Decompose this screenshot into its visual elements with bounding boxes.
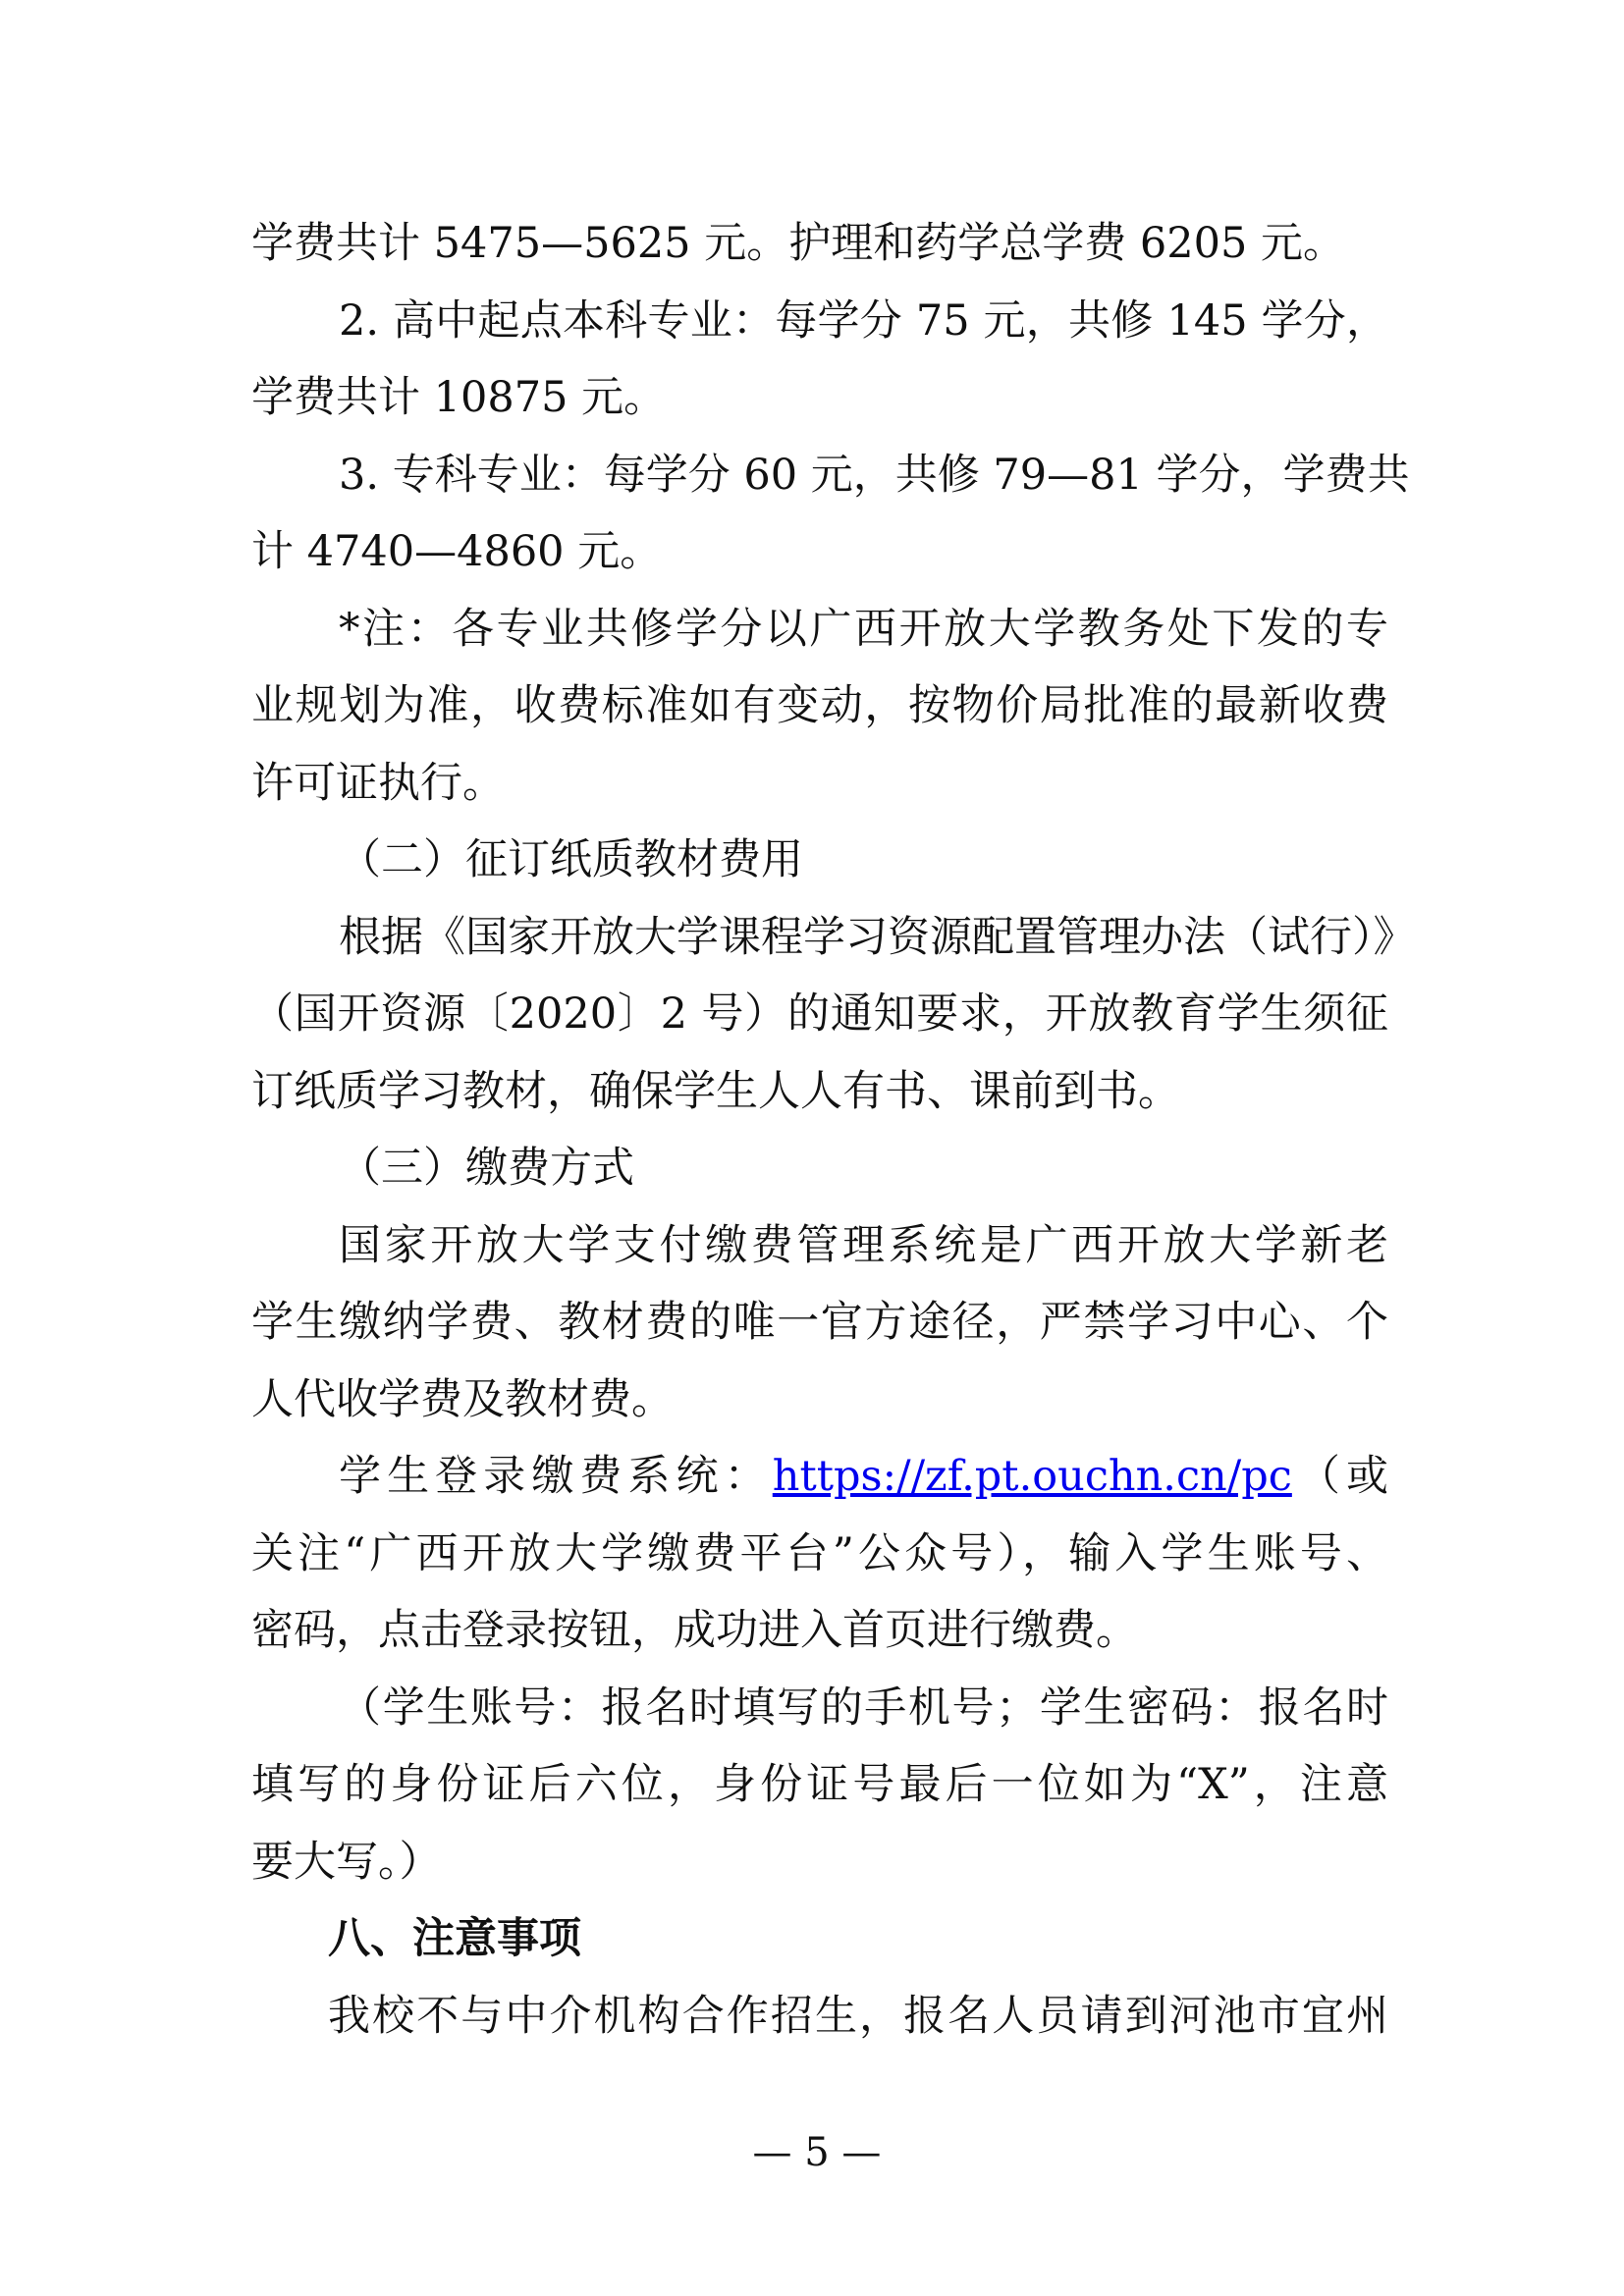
- text-line: 计 4740—4860 元。: [251, 527, 663, 576]
- text-line: （国开资源〔2020〕2 号）的通知要求，开放教育学生须征: [251, 989, 1388, 1039]
- note-line: *注：各专业共修学分以广西开放大学教务处下发的专: [339, 604, 1388, 654]
- section-heading-notes: 八、注意事项: [328, 1914, 581, 1963]
- text-line: 我校不与中介机构合作招生，报名人员请到河池市宜州: [328, 1991, 1388, 2041]
- payment-system-link[interactable]: https://zf.pt.ouchn.cn/pc: [772, 1452, 1292, 1501]
- text-line: 国家开放大学支付缴费管理系统是广西开放大学新老: [339, 1220, 1388, 1270]
- section-heading-textbooks: （二）征订纸质教材费用: [339, 835, 803, 884]
- text-line: 学费共计 5475—5625 元。护理和药学总学费 6205 元。: [251, 219, 1345, 268]
- note-line: 业规划为准，收费标准如有变动，按物价局批准的最新收费: [251, 681, 1388, 730]
- text-line: （学生账号：报名时填写的手机号；学生密码：报名时: [339, 1682, 1388, 1733]
- text-line: 人代收学费及教材费。: [251, 1374, 674, 1424]
- section-heading-payment: （三）缴费方式: [339, 1144, 634, 1193]
- text-line: 2. 高中起点本科专业：每学分 75 元，共修 145 学分，: [339, 295, 1388, 346]
- text-line: 根据《国家开放大学课程学习资源配置管理办法（试行）》: [339, 912, 1416, 962]
- text-line: 填写的身份证后六位，身份证号最后一位如为“X”，注意: [251, 1760, 1388, 1809]
- text-line: 关注“广西开放大学缴费平台”公众号），输入学生账号、: [251, 1528, 1388, 1578]
- text-line: 学费共计 10875 元。: [251, 373, 667, 422]
- login-suffix: （或: [1291, 1452, 1389, 1501]
- page-number: — 5 —: [752, 2130, 882, 2175]
- text-line: 3. 专科专业：每学分 60 元，共修 79—81 学分，学费共: [339, 450, 1410, 500]
- note-line: 许可证执行。: [251, 758, 505, 808]
- text-line: 要大写。）: [251, 1837, 442, 1887]
- text-line: 学生缴纳学费、教材费的唯一官方途径，严禁学习中心、个: [251, 1298, 1388, 1347]
- login-prefix: 学生登录缴费系统：: [339, 1452, 773, 1501]
- text-line: 订纸质学习教材，确保学生人人有书、课前到书。: [251, 1066, 1180, 1116]
- login-line: [251, 1438, 1388, 1516]
- document-body: [251, 205, 1416, 2055]
- text-line: 密码，点击登录按钮，成功进入首页进行缴费。: [251, 1606, 1138, 1655]
